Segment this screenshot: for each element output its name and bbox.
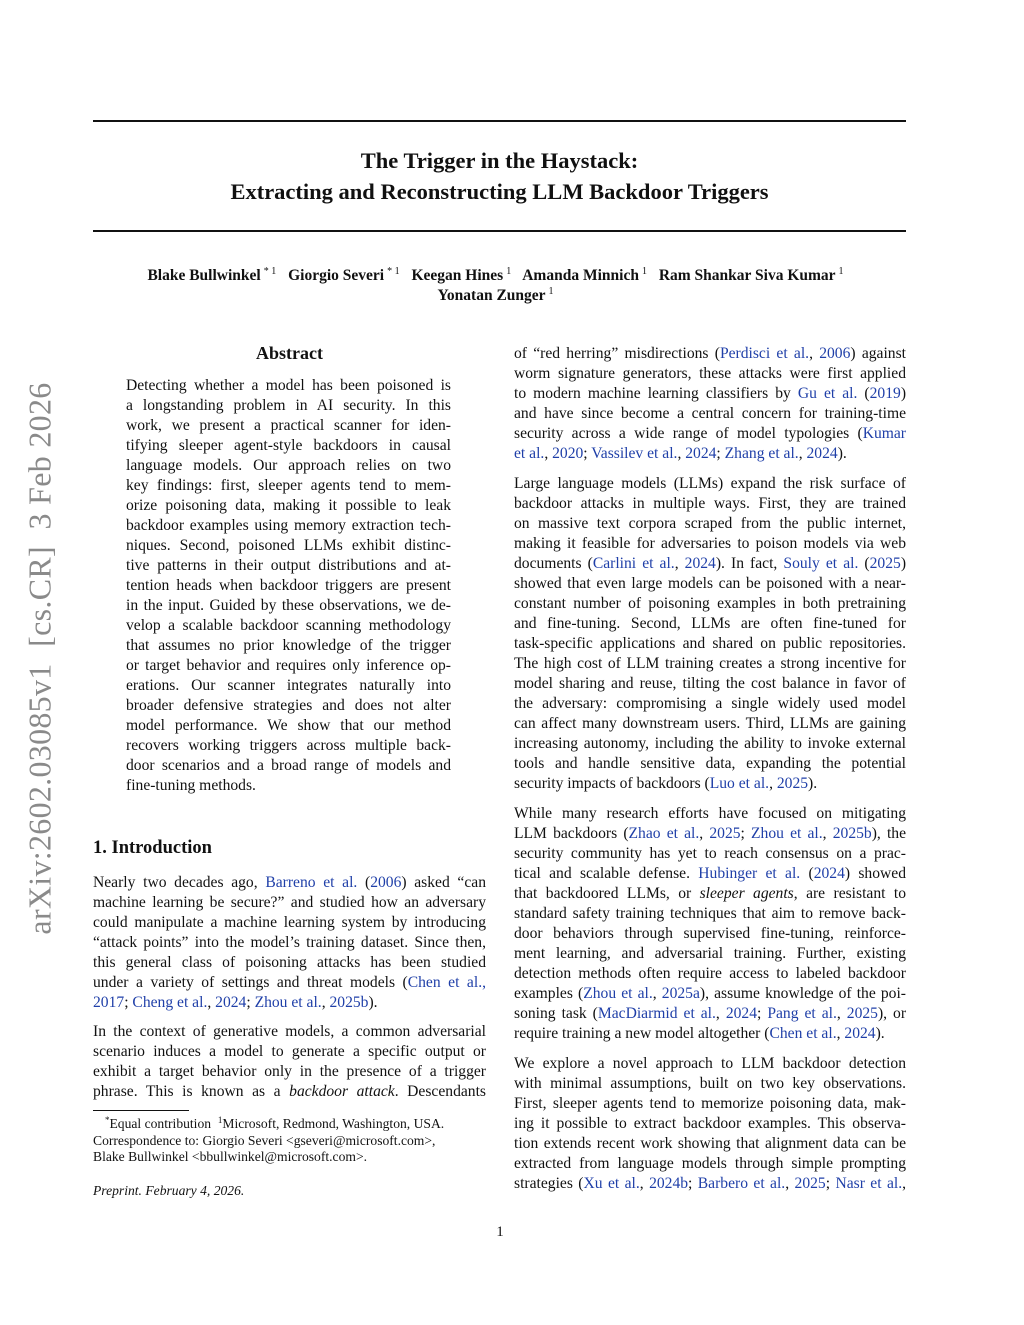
text-run: ).	[368, 994, 378, 1011]
text-run: detection methods often require access to labeled backdoor	[514, 965, 906, 982]
text-run: in the input. Guided by these observations, we de-	[126, 597, 451, 614]
text-run: examples (	[514, 985, 584, 1002]
citation-link[interactable]: Zhao et al.	[628, 825, 700, 842]
text-run: or target behavior and requires only inference op-	[126, 657, 451, 674]
text-run: that assumes no prior knowledge of the trigger	[126, 637, 451, 654]
text-run: with minimal assumptions, built on two key observations.	[514, 1075, 906, 1092]
text-run: extracted from language models through simple prompting	[514, 1155, 906, 1172]
citation-link[interactable]: 2025	[776, 775, 809, 792]
text-run: a longstanding problem in AI security. In this	[126, 397, 451, 414]
text-line	[93, 1082, 486, 1102]
text-line	[93, 1042, 486, 1062]
citation-link[interactable]: Nasr et al.	[835, 1175, 903, 1192]
text-run: backdoor attacks in multiple ways. First, they are trained	[514, 495, 906, 512]
text-run: ,	[769, 775, 777, 792]
text-run: ,	[809, 345, 820, 362]
text-line	[514, 364, 906, 384]
text-line	[126, 776, 451, 796]
citation-link[interactable]: Zhou et al.	[254, 994, 322, 1011]
text-line	[126, 516, 451, 536]
text-run: language models. Our approach relies on two	[126, 457, 451, 474]
footnote	[93, 1116, 488, 1166]
text-line	[514, 1134, 906, 1154]
citation-link[interactable]: 2024b	[649, 1175, 689, 1192]
text-run: tion extends recent work showing that alignment data can be	[514, 1135, 906, 1152]
text-line	[93, 953, 486, 973]
citation-link[interactable]: 2024	[685, 445, 717, 462]
citation-link[interactable]: Xu et al.	[583, 1175, 640, 1192]
text-line	[514, 824, 906, 844]
author-affiliation: 1	[838, 266, 844, 277]
text-run: on massive text corpora scraped from the public internet,	[514, 515, 906, 532]
author-affiliation: 1	[548, 286, 554, 297]
text-run: ,	[674, 555, 685, 572]
citation-link[interactable]: 2024	[215, 994, 247, 1011]
footnote-equal-contribution: Equal contribution	[109, 1116, 212, 1131]
text-run: strategies (	[514, 1175, 584, 1192]
citation-link[interactable]: et al.	[514, 445, 545, 462]
text-line	[514, 614, 906, 634]
citation-link[interactable]: Souly et al.	[783, 555, 859, 572]
text-run: ,	[902, 1175, 907, 1192]
footnote-correspondence: Correspondence to: Giorgio Severi <gseveri@microsoft.com>,	[93, 1132, 436, 1148]
text-line	[514, 674, 906, 694]
text-run: worm signature generators, these attacks were first applied	[514, 365, 906, 382]
text-line	[514, 514, 906, 534]
text-run: ,	[836, 1005, 847, 1022]
text-run: of “red herring” misdirections (	[514, 345, 720, 362]
emphasized-text: backdoor attack	[289, 1083, 395, 1100]
citation-link[interactable]: Luo et al.	[709, 775, 770, 792]
text-run: velop a scalable backdoor scanning methodology	[126, 617, 451, 634]
text-run: machine learning be secure?” and studied how an adversary	[93, 894, 486, 911]
citation-link[interactable]: 2024	[725, 1005, 757, 1022]
text-run: tive patterns in their output distributions and at-	[126, 557, 451, 574]
text-line	[126, 656, 451, 676]
text-run: erations. Our scanner integrates naturally into	[126, 677, 451, 694]
abstract-heading: Abstract	[256, 343, 323, 363]
text-run: under a variety of settings and threat models (	[93, 974, 408, 991]
text-run: (	[800, 865, 814, 882]
text-run: key findings: first, sleeper agents tend to mem-	[126, 477, 451, 494]
footnote-affiliation: Microsoft, Redmond, Washington, USA.	[222, 1116, 445, 1131]
text-run: (	[857, 385, 870, 402]
text-run: (	[357, 874, 371, 891]
footnote-correspondence-2: Blake Bullwinkel <bbullwinkel@microsoft.com>.	[93, 1149, 368, 1164]
text-line	[514, 1004, 906, 1024]
text-run: security community has yet to reach consensus on a prac-	[514, 845, 906, 862]
text-run: ), or	[877, 1005, 907, 1022]
text-line	[126, 716, 451, 736]
text-run: tifying sleeper agent-style backdoors in causal	[126, 437, 451, 454]
text-run: require training a new model altogether (	[514, 1025, 770, 1042]
text-run: ) showed	[844, 865, 907, 882]
text-line	[514, 554, 906, 574]
text-run: and have since become a central concern for training-time	[514, 405, 906, 422]
citation-link[interactable]: Zhang et al.	[724, 445, 799, 462]
citation-link[interactable]: 2025b	[832, 825, 872, 842]
text-run: ).	[875, 1025, 885, 1042]
text-run: model performance. We show that our method	[126, 717, 451, 734]
citation-link[interactable]: 2006	[370, 874, 402, 891]
text-run: ). In fact,	[715, 555, 784, 572]
text-run: ;	[825, 1175, 836, 1192]
text-line	[93, 993, 486, 1013]
text-run: “attack points” into the model’s training dataset. Since then,	[93, 934, 486, 951]
introduction-heading: 1. Introduction	[93, 838, 212, 858]
text-line	[514, 714, 906, 734]
text-run: backdoor examples using memory extraction tech-	[126, 517, 451, 534]
text-run: ,	[321, 994, 330, 1011]
text-run: exhibit a target behavior only in the presence of a trigger	[93, 1063, 486, 1080]
citation-link[interactable]: 2024	[806, 445, 838, 462]
abstract-body	[126, 376, 451, 796]
citation-link[interactable]: 2024	[813, 865, 845, 882]
citation-link[interactable]: 2025b	[329, 994, 369, 1011]
citation-link[interactable]: Hubinger et al.	[698, 865, 801, 882]
text-line	[93, 1022, 486, 1042]
text-line	[126, 576, 451, 596]
text-run: ).	[808, 775, 818, 792]
author-name: Blake Bullwinkel	[147, 267, 261, 284]
text-run: ;	[124, 994, 133, 1011]
citation-link[interactable]: Pang et al.	[767, 1005, 837, 1022]
text-line	[126, 596, 451, 616]
text-run: ,	[798, 445, 807, 462]
text-line	[93, 873, 486, 893]
citation-link[interactable]: Zhou et al.	[751, 825, 823, 842]
text-run: increasing autonomy, including the ability to invoke external	[514, 735, 906, 752]
author-affiliation: 1	[506, 266, 512, 277]
author-name: Keegan Hines	[411, 267, 504, 284]
text-line	[514, 594, 906, 614]
text-line	[93, 933, 486, 953]
citation-link[interactable]: Gu et al.	[797, 385, 858, 402]
text-run: . Descendants	[394, 1083, 486, 1100]
text-line	[126, 416, 451, 436]
text-run: door behaviors through supervised fine-tuning, reinforce-	[514, 925, 906, 942]
text-line	[126, 676, 451, 696]
text-line	[514, 654, 906, 674]
text-run: could manipulate a machine learning system by introducing	[93, 914, 486, 931]
text-line	[126, 536, 451, 556]
text-run: ,	[822, 825, 833, 842]
text-run: ing it possible to extract backdoor examples. This observa-	[514, 1115, 906, 1132]
text-run: , are resistant to	[793, 885, 906, 902]
text-run: soning task (	[514, 1005, 598, 1022]
text-line	[514, 734, 906, 754]
text-line	[514, 1054, 906, 1074]
text-run: tention heads when backdoor triggers are present	[126, 577, 451, 594]
text-run: LLM backdoors (	[514, 825, 629, 842]
paper-title	[93, 145, 906, 207]
title-bottom-rule	[93, 230, 906, 232]
preprint-note: Preprint. February 4, 2026.	[93, 1183, 245, 1198]
text-run: this general class of poisoning attacks has been studied	[93, 954, 486, 971]
text-run: and fine-tuning. Second, LLMs are often fine-tuned for	[514, 615, 906, 632]
text-line	[514, 924, 906, 944]
text-line	[126, 436, 451, 456]
text-run: fine-tuning methods.	[126, 777, 256, 794]
text-line	[126, 756, 451, 776]
text-line	[126, 616, 451, 636]
citation-link[interactable]: 2025a	[661, 985, 700, 1002]
footnote-mark: 1	[217, 1115, 223, 1125]
text-run: ;	[757, 1005, 768, 1022]
citation-link[interactable]: Barbero et al.	[697, 1175, 786, 1192]
text-line	[514, 1114, 906, 1134]
author-name: Yonatan Zunger	[437, 287, 546, 304]
text-line	[514, 754, 906, 774]
text-line	[126, 556, 451, 576]
text-run: )	[900, 385, 907, 402]
text-run: tools and handle sensitive data, expanding the potential	[514, 755, 906, 772]
citation-link[interactable]: 2025	[794, 1175, 826, 1192]
text-run: phrase. This is known as a	[93, 1083, 290, 1100]
text-run: showed that even large models can be poisoned with a near-	[514, 575, 906, 592]
citation-link[interactable]: 2017	[93, 994, 125, 1011]
author-name: Amanda Minnich	[522, 267, 639, 284]
text-line	[514, 804, 906, 824]
text-run: ,	[639, 1175, 650, 1192]
text-line	[514, 1174, 906, 1194]
text-line	[514, 404, 906, 424]
text-run: the adversary: compromising a single widely used model	[514, 695, 906, 712]
text-line	[514, 844, 906, 864]
author-affiliation: * 1	[263, 266, 277, 277]
text-line	[514, 1094, 906, 1114]
text-run: ,	[699, 825, 710, 842]
text-run: broader defensive strategies and does not alter	[126, 697, 451, 714]
citation-link[interactable]: 2020	[552, 445, 584, 462]
text-line	[514, 344, 906, 364]
text-line	[514, 494, 906, 514]
citation-link[interactable]: Chen et al.,	[407, 974, 486, 991]
text-line	[93, 893, 486, 913]
text-run: ,	[785, 1175, 795, 1192]
text-run: documents (	[514, 555, 593, 572]
text-run: tical and scalable defense.	[514, 865, 699, 882]
citation-link[interactable]: Carlini et al.	[592, 555, 675, 572]
text-line	[514, 964, 906, 984]
page-number: 1	[496, 1224, 504, 1240]
intro-paragraph-1	[93, 873, 486, 1013]
text-run: recovers working triggers across multiple back-	[126, 737, 451, 754]
text-line	[93, 913, 486, 933]
text-line	[514, 534, 906, 554]
emphasized-text: sleeper agents	[699, 885, 794, 902]
text-run: ;	[740, 825, 752, 842]
text-run: niques. Second, poisoned LLMs exhibit distinc-	[126, 537, 451, 554]
text-line	[514, 474, 906, 494]
intro-paragraph-3	[514, 474, 906, 794]
text-line	[126, 696, 451, 716]
text-run: task-specific applications and shared on public repositories.	[514, 635, 906, 652]
text-line	[514, 694, 906, 714]
text-run: security across a wide range of model typologies (	[514, 425, 863, 442]
text-line	[514, 864, 906, 884]
text-run: door scenarios and a broad range of models and	[126, 757, 451, 774]
text-run: ), the	[871, 825, 907, 842]
citation-link[interactable]: Vassilev et al.	[591, 445, 678, 462]
text-line	[126, 476, 451, 496]
text-line	[514, 574, 906, 594]
text-line	[514, 904, 906, 924]
text-run: ) asked “can	[401, 874, 486, 891]
text-run: orize poisoning data, making it possible to leak	[126, 497, 451, 514]
text-run: security impacts of backdoors (	[514, 775, 710, 792]
title-top-rule	[93, 120, 906, 122]
text-run: ;	[246, 994, 255, 1011]
text-run: ;	[688, 1175, 698, 1192]
text-run: While many research efforts have focused on mitigating	[514, 805, 906, 822]
text-run: ).	[837, 445, 847, 462]
text-run: ,	[207, 994, 216, 1011]
author-affiliation: 1	[641, 266, 647, 277]
text-line	[93, 1062, 486, 1082]
text-run: to modern machine learning classifiers by	[514, 385, 798, 402]
citation-link[interactable]: 2025	[846, 1005, 878, 1022]
text-run: )	[900, 555, 907, 572]
citation-link[interactable]: Kumar	[862, 425, 906, 442]
text-line	[126, 456, 451, 476]
text-run: In the context of generative models, a common adversarial	[93, 1023, 486, 1040]
text-run: that backdoored LLMs, or	[514, 885, 700, 902]
citation-link[interactable]: Zhou et al.	[583, 985, 653, 1002]
title-line-1: The Trigger in the Haystack:	[360, 148, 639, 173]
intro-paragraph-4	[514, 804, 906, 1044]
citation-link[interactable]: 2019	[869, 385, 901, 402]
text-line	[514, 1154, 906, 1174]
text-run: ), assume knowledge of the poi-	[699, 985, 907, 1002]
text-run: The high cost of LLM training creates a strong incentive for	[514, 655, 906, 672]
text-run: ,	[652, 985, 662, 1002]
text-line	[514, 944, 906, 964]
author-name: Giorgio Severi	[288, 267, 385, 284]
citation-link[interactable]: MacDiarmid et al.	[597, 1005, 716, 1022]
text-line	[514, 884, 906, 904]
text-run: ,	[836, 1025, 845, 1042]
text-run: ;	[716, 445, 725, 462]
text-line	[126, 736, 451, 756]
text-run: ,	[544, 445, 553, 462]
arxiv-stamp: arXiv:2602.03085v1 [cs.CR] 3 Feb 2026	[21, 382, 58, 935]
author-list	[93, 266, 906, 306]
text-run: work, we present a practical scanner for iden-	[126, 417, 451, 434]
text-line	[514, 384, 906, 404]
title-line-2: Extracting and Reconstructing LLM Backdoor Triggers	[230, 179, 769, 204]
citation-link[interactable]: Barreno et al.	[265, 874, 358, 891]
text-run: ) against	[850, 345, 906, 362]
text-run: ;	[583, 445, 592, 462]
citation-link[interactable]: 2025	[869, 555, 901, 572]
text-line	[126, 376, 451, 396]
text-run: standard safety training techniques that aim to remove back-	[514, 905, 906, 922]
text-run: We explore a novel approach to LLM backdoor detection	[514, 1055, 906, 1072]
citation-link[interactable]: 2025	[709, 825, 741, 842]
citation-link[interactable]: Perdisci et al.	[719, 345, 810, 362]
footnote-mark: *	[105, 1115, 110, 1125]
text-line	[514, 444, 906, 464]
text-line	[514, 774, 906, 794]
author-affiliation: * 1	[387, 266, 400, 277]
citation-link[interactable]: Cheng et al.	[132, 994, 208, 1011]
text-run: scenario induces a model to generate a specific output or	[93, 1043, 486, 1060]
citation-link[interactable]: Chen et al.	[769, 1025, 837, 1042]
text-line	[514, 634, 906, 654]
text-line	[514, 1074, 906, 1094]
footnote-rule	[93, 1110, 189, 1111]
text-line	[93, 973, 486, 993]
text-line	[126, 396, 451, 416]
text-run: making it feasible for adversaries to poison models via web	[514, 535, 906, 552]
text-run: Detecting whether a model has been poisoned is	[126, 377, 451, 394]
intro-paragraph-2	[93, 1022, 486, 1102]
text-run: constant number of poisoning examples in both pretraining	[514, 595, 906, 612]
text-line	[514, 424, 906, 444]
text-run: model sharing and reuse, tilting the cost balance in favor of	[514, 675, 906, 692]
citation-link[interactable]: 2006	[819, 345, 851, 362]
text-line	[126, 496, 451, 516]
text-line	[514, 984, 906, 1004]
citation-link[interactable]: 2024	[684, 555, 716, 572]
text-run: First, sleeper agents tend to memorize poisoning data, mak-	[514, 1095, 906, 1112]
text-line	[126, 636, 451, 656]
text-run: Nearly two decades ago,	[93, 874, 266, 891]
text-run: (	[858, 555, 870, 572]
text-run: Large language models (LLMs) expand the risk surface of	[514, 475, 906, 492]
citation-link[interactable]: 2024	[844, 1025, 876, 1042]
text-run: ,	[715, 1005, 726, 1022]
text-line	[514, 1024, 906, 1044]
author-name: Ram Shankar Siva Kumar	[658, 267, 836, 284]
text-run: ment learning, and adversarial training. Further, existing	[514, 945, 906, 962]
intro-paragraph-5	[514, 1054, 906, 1194]
text-run: ,	[677, 445, 686, 462]
text-run: can affect many downstream users. Third, LLMs are gaining	[514, 715, 906, 732]
intro-paragraph-2-continued	[514, 344, 906, 464]
